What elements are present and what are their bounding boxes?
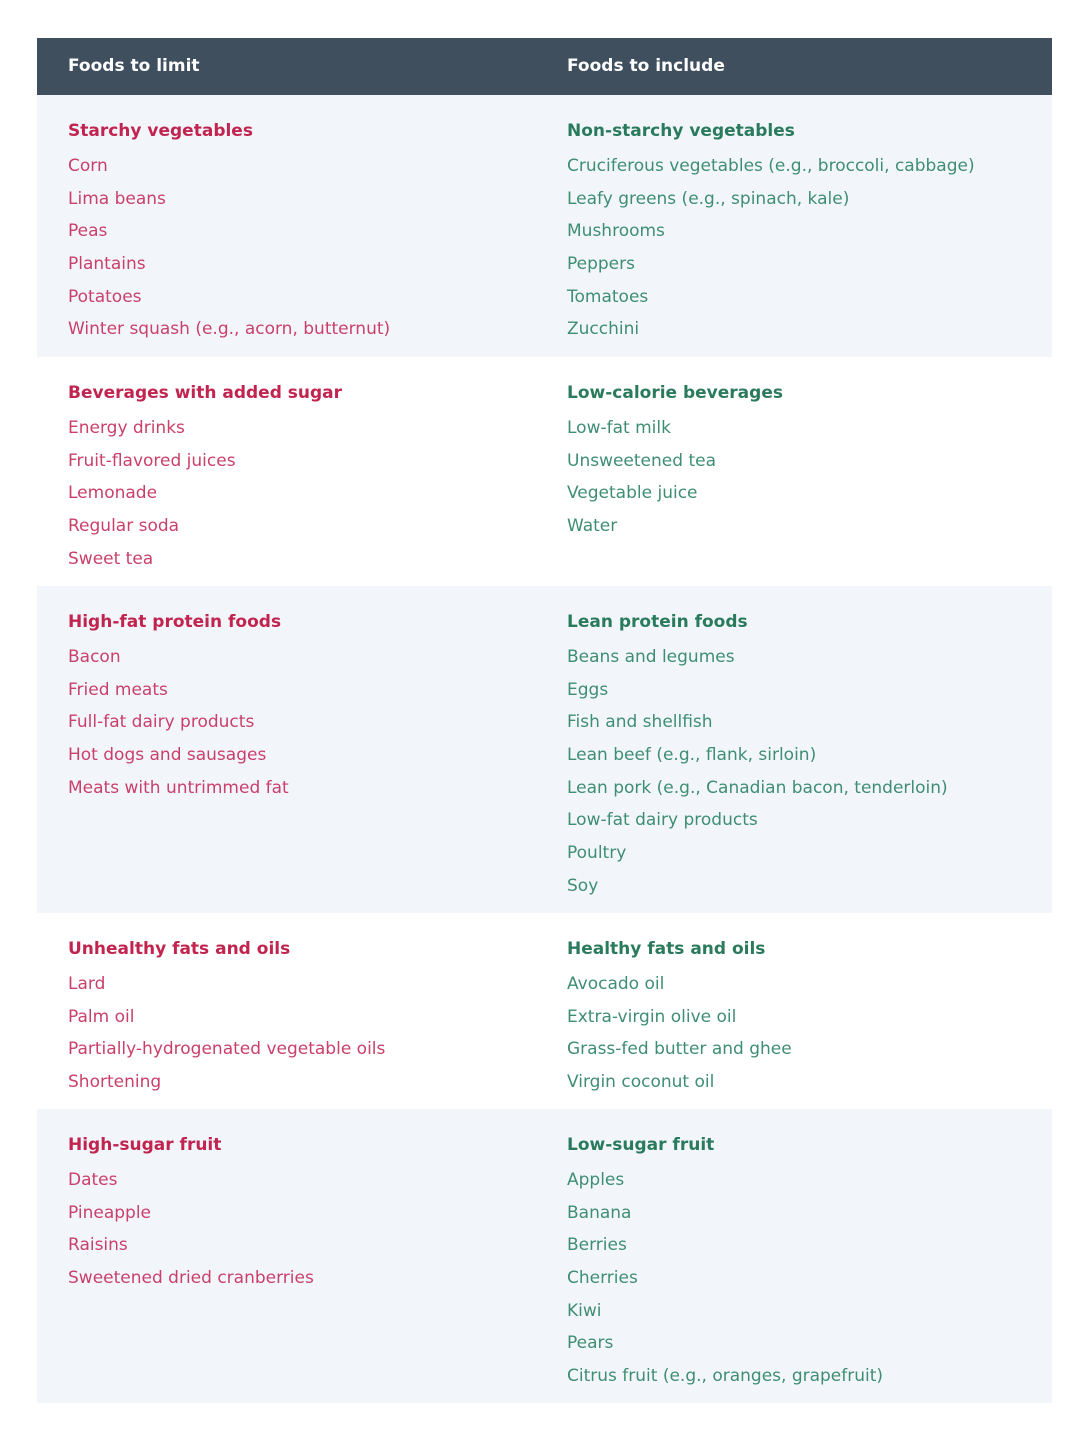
- list-item: Bacon: [68, 647, 121, 667]
- list-item: Vegetable juice: [567, 483, 698, 504]
- category-title: Non-starchy vegetables: [567, 121, 795, 141]
- limit-cell: [68, 117, 538, 346]
- list-item: Lean beef (e.g., flank, sirloin): [567, 745, 817, 766]
- list-item: Corn: [68, 156, 108, 176]
- list-item: Peas: [68, 221, 108, 242]
- header-foods-to-include: Foods to include: [567, 56, 725, 76]
- list-item: Grass-fed butter and ghee: [567, 1039, 792, 1060]
- list-item: Low-fat dairy products: [567, 810, 758, 831]
- list-item: Pears: [567, 1333, 614, 1354]
- include-cell: [567, 117, 1037, 346]
- category-title: High-fat protein foods: [68, 612, 282, 632]
- category-title: Starchy vegetables: [68, 121, 253, 141]
- list-item: Winter squash (e.g., acorn, butternut): [68, 319, 391, 340]
- category-title: Low-calorie beverages: [567, 383, 783, 403]
- list-item: Tomatoes: [567, 286, 649, 307]
- list-item: Water: [567, 516, 618, 537]
- list-item: Sweetened dried cranberries: [68, 1268, 314, 1289]
- list-item: Unsweetened tea: [567, 450, 716, 471]
- list-item: Soy: [567, 875, 599, 896]
- list-item: Kiwi: [567, 1300, 602, 1321]
- include-cell: [567, 935, 1037, 1099]
- list-item: Beans and legumes: [567, 647, 735, 667]
- list-item: Pineapple: [68, 1202, 152, 1223]
- list-item: Banana: [567, 1202, 632, 1223]
- category-title: Low-sugar fruit: [567, 1135, 715, 1155]
- list-item: Hot dogs and sausages: [68, 745, 267, 766]
- list-item: Fruit-flavored juices: [68, 450, 236, 471]
- list-item: Virgin coconut oil: [567, 1072, 715, 1093]
- list-item: Poultry: [567, 843, 627, 864]
- list-item: Dates: [68, 1170, 118, 1190]
- list-item: Fried meats: [68, 679, 168, 700]
- list-item: Avocado oil: [567, 974, 665, 994]
- list-item: Lean pork (e.g., Canadian bacon, tenderloin): [567, 777, 948, 798]
- category-title: High-sugar fruit: [68, 1135, 222, 1155]
- list-item: Potatoes: [68, 286, 142, 307]
- limit-cell: [68, 935, 538, 1099]
- list-item: Regular soda: [68, 516, 180, 537]
- table-row-protein: [37, 586, 1052, 913]
- list-item: Partially-hydrogenated vegetable oils: [68, 1039, 386, 1060]
- list-item: Meats with untrimmed fat: [68, 777, 289, 798]
- list-item: Extra-virgin olive oil: [567, 1006, 737, 1027]
- limit-cell: [68, 608, 538, 804]
- list-item: Apples: [567, 1170, 625, 1190]
- category-title: Unhealthy fats and oils: [68, 939, 291, 959]
- table-row-vegetables: [37, 95, 1052, 357]
- list-item: Energy drinks: [68, 418, 185, 438]
- list-item: Cherries: [567, 1268, 638, 1289]
- limit-cell: [68, 1131, 538, 1295]
- list-item: Peppers: [567, 254, 635, 275]
- list-item: Plantains: [68, 254, 146, 275]
- list-item: Sweet tea: [68, 548, 154, 569]
- category-title: Healthy fats and oils: [567, 939, 766, 959]
- list-item: Citrus fruit (e.g., oranges, grapefruit): [567, 1366, 884, 1387]
- list-item: Lima beans: [68, 188, 166, 209]
- list-item: Berries: [567, 1235, 627, 1256]
- list-item: Palm oil: [68, 1006, 135, 1027]
- list-item: Lard: [68, 974, 106, 994]
- include-cell: [567, 379, 1037, 543]
- list-item: Mushrooms: [567, 221, 665, 242]
- include-cell: [567, 1131, 1037, 1393]
- food-comparison-table: [37, 38, 1052, 1403]
- list-item: Cruciferous vegetables (e.g., broccoli, cabbage): [567, 156, 975, 176]
- table-header: [37, 38, 1052, 95]
- header-foods-to-limit: Foods to limit: [68, 56, 200, 76]
- category-title: Lean protein foods: [567, 612, 748, 632]
- table-row-fats: [37, 913, 1052, 1109]
- limit-cell: [68, 379, 538, 575]
- list-item: Low-fat milk: [567, 418, 671, 438]
- category-title: Beverages with added sugar: [68, 383, 343, 403]
- list-item: Eggs: [567, 679, 609, 700]
- list-item: Zucchini: [567, 319, 640, 340]
- list-item: Lemonade: [68, 483, 158, 504]
- list-item: Full-fat dairy products: [68, 712, 255, 733]
- table-row-beverages: [37, 357, 1052, 586]
- list-item: Fish and shellfish: [567, 712, 713, 733]
- list-item: Raisins: [68, 1235, 128, 1256]
- table-row-fruit: [37, 1109, 1052, 1403]
- include-cell: [567, 608, 1037, 903]
- list-item: Leafy greens (e.g., spinach, kale): [567, 188, 850, 209]
- list-item: Shortening: [68, 1072, 162, 1093]
